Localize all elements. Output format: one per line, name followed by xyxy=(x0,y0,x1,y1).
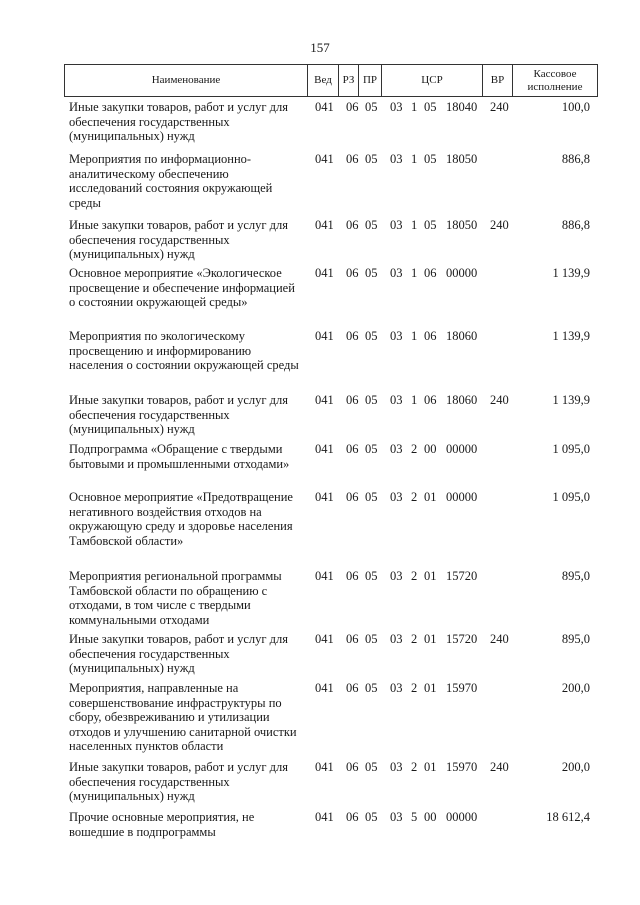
row-csr-subprogram: 1 xyxy=(411,329,418,343)
row-csr-program: 03 xyxy=(390,810,403,824)
header-amount: Кассовое исполнение xyxy=(513,64,598,97)
row-csr-event: 01 xyxy=(424,490,437,504)
row-name: Подпрограмма «Обращение с твердыми бытовыми и промышленными отходами» xyxy=(69,442,290,471)
row-name: Иные закупки товаров, работ и услуг для обеспечения государственных (муниципальных) нужд xyxy=(69,632,289,675)
row-rz: 06 xyxy=(346,218,359,232)
row-amount: 895,0 xyxy=(561,632,590,646)
row-csr-program: 03 xyxy=(390,569,403,583)
row-pr: 05 xyxy=(365,569,378,583)
row-pr: 05 xyxy=(365,632,378,646)
row-ved: 041 xyxy=(315,266,334,280)
row-csr-event: 00 xyxy=(424,810,437,824)
row-csr-program: 03 xyxy=(390,100,403,114)
row-csr-direction: 18050 xyxy=(446,152,478,166)
row-name: Иные закупки товаров, работ и услуг для обеспечения государственных (муниципальных) нужд xyxy=(69,393,289,436)
row-vr: 240 xyxy=(490,760,509,774)
row-ved: 041 xyxy=(315,100,334,114)
row-csr-program: 03 xyxy=(390,681,403,695)
row-name: Мероприятия по экологическому просвещению и информированию населения о состоянии окружающей среды xyxy=(69,329,299,372)
row-ved: 041 xyxy=(315,569,334,583)
row-rz: 06 xyxy=(346,152,359,166)
row-csr-subprogram: 2 xyxy=(411,569,418,583)
header-name: Наименование xyxy=(64,64,308,97)
row-pr: 05 xyxy=(365,152,378,166)
row-csr-subprogram: 2 xyxy=(411,632,418,646)
row-rz: 06 xyxy=(346,100,359,114)
row-name: Иные закупки товаров, работ и услуг для обеспечения государственных (муниципальных) нужд xyxy=(69,760,289,803)
row-csr-event: 06 xyxy=(424,393,437,407)
header-vr: ВР xyxy=(483,64,513,97)
row-pr: 05 xyxy=(365,329,378,343)
row-csr-event: 01 xyxy=(424,681,437,695)
row-name: Основное мероприятие «Предотвращение негативного воздействия отходов на окружающую среду и здоровье населения Тамбовской области» xyxy=(69,490,293,548)
row-csr-direction: 15970 xyxy=(446,681,478,695)
row-pr: 05 xyxy=(365,681,378,695)
row-rz: 06 xyxy=(346,393,359,407)
row-rz: 06 xyxy=(346,810,359,824)
row-csr-subprogram: 1 xyxy=(411,266,418,280)
row-csr-direction: 00000 xyxy=(446,490,478,504)
row-csr-direction: 18060 xyxy=(446,393,478,407)
row-name: Иные закупки товаров, работ и услуг для обеспечения государственных (муниципальных) нужд xyxy=(69,100,289,143)
row-csr-event: 06 xyxy=(424,266,437,280)
row-csr-direction: 15720 xyxy=(446,632,478,646)
row-name: Основное мероприятие «Экологическое просвещение и обеспечение информацией о состоянии окружающей среды» xyxy=(69,266,295,309)
row-csr-direction: 18050 xyxy=(446,218,478,232)
row-csr-subprogram: 2 xyxy=(411,490,418,504)
row-vr: 240 xyxy=(490,218,509,232)
header-rz: РЗ xyxy=(339,64,359,97)
row-rz: 06 xyxy=(346,490,359,504)
row-rz: 06 xyxy=(346,760,359,774)
row-ved: 041 xyxy=(315,218,334,232)
row-vr: 240 xyxy=(490,632,509,646)
row-pr: 05 xyxy=(365,442,378,456)
row-rz: 06 xyxy=(346,329,359,343)
row-name: Прочие основные мероприятия, не вошедшие в подпрограммы xyxy=(69,810,255,839)
row-ved: 041 xyxy=(315,490,334,504)
row-rz: 06 xyxy=(346,632,359,646)
row-ved: 041 xyxy=(315,681,334,695)
row-ved: 041 xyxy=(315,760,334,774)
row-csr-direction: 18040 xyxy=(446,100,478,114)
row-csr-program: 03 xyxy=(390,760,403,774)
row-name: Мероприятия, направленные на совершенствование инфраструктуры по сбору, обезвреживанию и утилизации отходов и улучшению санитарной очистки населенных пунктов области xyxy=(69,681,297,753)
row-csr-direction: 15720 xyxy=(446,569,478,583)
row-amount: 886,8 xyxy=(561,218,590,232)
row-ved: 041 xyxy=(315,152,334,166)
header-ved: Вед xyxy=(308,64,339,97)
row-ved: 041 xyxy=(315,632,334,646)
row-rz: 06 xyxy=(346,681,359,695)
row-csr-direction: 00000 xyxy=(446,266,478,280)
row-name: Иные закупки товаров, работ и услуг для обеспечения государственных (муниципальных) нужд xyxy=(69,218,289,261)
row-amount: 895,0 xyxy=(561,569,590,583)
row-csr-event: 05 xyxy=(424,152,437,166)
row-csr-program: 03 xyxy=(390,266,403,280)
header-pr: ПР xyxy=(359,64,382,97)
row-ved: 041 xyxy=(315,442,334,456)
row-csr-program: 03 xyxy=(390,218,403,232)
row-csr-direction: 18060 xyxy=(446,329,478,343)
header-csr: ЦСР xyxy=(382,64,483,97)
row-csr-direction: 15970 xyxy=(446,760,478,774)
row-rz: 06 xyxy=(346,442,359,456)
row-csr-subprogram: 1 xyxy=(411,393,418,407)
row-pr: 05 xyxy=(365,810,378,824)
row-csr-direction: 00000 xyxy=(446,810,478,824)
row-amount: 1 139,9 xyxy=(552,266,590,280)
row-rz: 06 xyxy=(346,266,359,280)
row-ved: 041 xyxy=(315,393,334,407)
row-csr-event: 00 xyxy=(424,442,437,456)
row-name: Мероприятия по информационно-аналитическому обеспечению исследований состояния окружающей среды xyxy=(69,152,273,210)
row-vr: 240 xyxy=(490,100,509,114)
row-csr-event: 01 xyxy=(424,569,437,583)
row-amount: 1 139,9 xyxy=(552,329,590,343)
row-pr: 05 xyxy=(365,218,378,232)
page-number: 157 xyxy=(310,40,330,55)
row-amount: 200,0 xyxy=(561,760,590,774)
row-pr: 05 xyxy=(365,393,378,407)
row-csr-event: 01 xyxy=(424,632,437,646)
row-pr: 05 xyxy=(365,490,378,504)
row-rz: 06 xyxy=(346,569,359,583)
row-vr: 240 xyxy=(490,393,509,407)
row-csr-program: 03 xyxy=(390,632,403,646)
row-ved: 041 xyxy=(315,329,334,343)
row-amount: 1 095,0 xyxy=(552,442,590,456)
row-pr: 05 xyxy=(365,100,378,114)
row-csr-event: 05 xyxy=(424,218,437,232)
row-csr-program: 03 xyxy=(390,442,403,456)
row-csr-event: 06 xyxy=(424,329,437,343)
row-csr-program: 03 xyxy=(390,152,403,166)
row-csr-program: 03 xyxy=(390,393,403,407)
row-pr: 05 xyxy=(365,760,378,774)
row-csr-event: 01 xyxy=(424,760,437,774)
row-csr-subprogram: 5 xyxy=(411,810,418,824)
row-csr-subprogram: 2 xyxy=(411,681,418,695)
row-csr-subprogram: 2 xyxy=(411,442,418,456)
row-amount: 18 612,4 xyxy=(546,810,590,824)
row-pr: 05 xyxy=(365,266,378,280)
row-csr-direction: 00000 xyxy=(446,442,478,456)
row-name: Мероприятия региональной программы Тамбовской области по обращению с отходами, в том числе с твердыми коммунальными отходами xyxy=(69,569,282,627)
row-amount: 1 139,9 xyxy=(552,393,590,407)
row-ved: 041 xyxy=(315,810,334,824)
row-amount: 886,8 xyxy=(561,152,590,166)
row-amount: 1 095,0 xyxy=(552,490,590,504)
row-csr-subprogram: 1 xyxy=(411,152,418,166)
row-csr-program: 03 xyxy=(390,490,403,504)
row-csr-subprogram: 2 xyxy=(411,760,418,774)
row-csr-subprogram: 1 xyxy=(411,218,418,232)
row-amount: 100,0 xyxy=(561,100,590,114)
row-csr-event: 05 xyxy=(424,100,437,114)
row-csr-subprogram: 1 xyxy=(411,100,418,114)
row-amount: 200,0 xyxy=(561,681,590,695)
row-csr-program: 03 xyxy=(390,329,403,343)
